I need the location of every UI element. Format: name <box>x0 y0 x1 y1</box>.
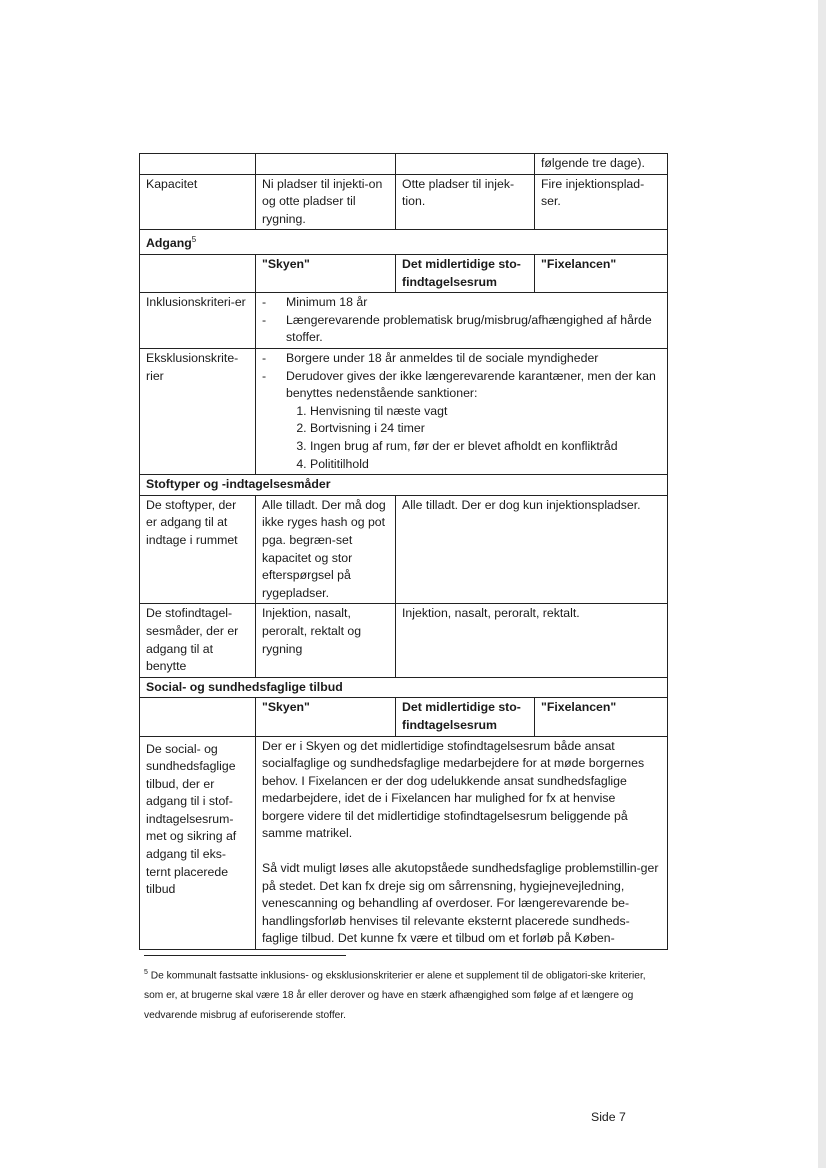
social-services-paragraph-2: Så vidt muligt løses alle akutopståede sundhedsfaglige problemstillin-ger på stedet. Det kan fx dreje sig om sårrensning, hygiejnevejledning, venescanning og behandling af overdoser. For længerevarende be-handlingsforløb henvises til relevante eksternt placerede sundheds-faglige tilbud. Det kunne fx være et tilbud om et forløb på Køben- <box>262 861 659 946</box>
footnote-number: 5 <box>144 969 148 976</box>
substance-types-others: Alle tilladt. Der er dog kun injektionspladser. <box>396 495 668 604</box>
column-header-row <box>140 255 668 293</box>
inclusion-list <box>262 294 661 347</box>
exclusion-item: - Borgere under 18 år anmeldes til de sociale myndigheder <box>262 350 661 368</box>
substance-types-skyen: Alle tilladt. Der må dog ikke ryges hash og pot pga. begræn-set kapacitet og stor efterspørgsel på rygepladser. <box>256 495 396 604</box>
footnote-separator <box>144 955 346 956</box>
sanction-item: 3. Ingen brug af rum, før der er blevet afholdt en konfliktråd <box>310 438 661 456</box>
inclusion-item: - Minimum 18 år <box>262 294 661 312</box>
inclusion-row <box>140 293 668 349</box>
col-header-midlertidige: Det midlertidige sto-findtagelsesrum <box>396 255 535 293</box>
col-header-skyen: "Skyen" <box>256 255 396 293</box>
capacity-label: Kapacitet <box>140 174 256 230</box>
exclusion-label: Eksklusionskrite-rier <box>140 349 256 475</box>
intake-methods-row <box>140 604 668 677</box>
inclusion-label: Inklusionskriteri-er <box>140 293 256 349</box>
col-header-midlertidige-2: Det midlertidige sto-findtagelsesrum <box>396 698 535 736</box>
continued-row <box>140 154 668 175</box>
exclusion-item: - Derudover gives der ikke længerevarende karantæner, men der kan benyttes nedenstående sanktioner: 1. Henvisning til næste vagt 2. Bortvisning i 24 timer 3. Ingen brug af rum, før der er blevet afholdt en konfliktråd 4. Polititilhold <box>262 368 661 474</box>
exclusion-list <box>262 350 661 473</box>
page-number: Side 7 <box>591 1110 626 1124</box>
capacity-row <box>140 174 668 230</box>
continued-cell: følgende tre dage). <box>535 154 668 175</box>
section-heading-stoftyper: Stoftyper og -indtagelsesmåder <box>140 475 668 496</box>
col-header-fixelancen: "Fixelancen" <box>535 255 668 293</box>
column-header-row-2 <box>140 698 668 736</box>
capacity-skyen: Ni pladser til injekti-on og otte pladser til rygning. <box>256 174 396 230</box>
sanction-item: 4. Polititilhold <box>310 456 661 474</box>
section-stoftyper <box>140 475 668 496</box>
section-adgang <box>140 230 668 255</box>
sanctions-list <box>286 403 661 473</box>
substance-types-label: De stoftyper, der er adgang til at indtage i rummet <box>140 495 256 604</box>
sanction-item: 2. Bortvisning i 24 timer <box>310 420 661 438</box>
capacity-midlertidige: Otte pladser til injek-tion. <box>396 174 535 230</box>
page-edge <box>818 0 826 1168</box>
section-social <box>140 677 668 698</box>
intake-methods-others: Injektion, nasalt, peroralt, rektalt. <box>396 604 668 677</box>
sanction-item: 1. Henvisning til næste vagt <box>310 403 661 421</box>
intake-methods-label: De stofindtagel-sesmåder, der er adgang til at benytte <box>140 604 256 677</box>
inclusion-item: - Længerevarende problematisk brug/misbrug/afhængighed af hårde stoffer. <box>262 312 661 347</box>
section-heading-social: Social- og sundhedsfaglige tilbud <box>140 677 668 698</box>
social-services-label: De social- og sundhedsfaglige tilbud, der er adgang til i stof-indtagelsesrum-met og sikring af adgang til eks-ternt placerede tilbud <box>140 736 256 950</box>
intake-methods-skyen: Injektion, nasalt, peroralt, rektalt og rygning <box>256 604 396 677</box>
facilities-table <box>139 153 668 950</box>
capacity-fixelancen: Fire injektionsplad-ser. <box>535 174 668 230</box>
section-heading-adgang: Adgang <box>146 236 192 251</box>
substance-types-row <box>140 495 668 604</box>
footnote <box>144 963 664 1026</box>
footnote-text: De kommunalt fastsatte inklusions- og eksklusionskriterier er alene et supplement til de obligatori-ske kriterier, som er, at brugerne skal være 18 år eller derover og have en stærk afhængighed som følge af et længere og vedvarende misbrug af euforiserende stoffer. <box>144 970 646 1022</box>
footnote-ref: 5 <box>191 235 197 245</box>
col-header-skyen-2: "Skyen" <box>256 698 396 736</box>
social-services-row <box>140 736 668 950</box>
social-services-paragraph-1: Der er i Skyen og det midlertidige stofindtagelsesrum både ansat socialfaglige og sundhedsfaglige medarbejdere for at møde borgernes behov. I Fixelancen er der dog udelukkende ansat sundhedsfaglige medarbejdere, idet de i Fixelancen har mulighed for fx at henvise borgere videre til det midlertidige stofindtagelsesrum beliggende på samme matrikel. <box>262 738 645 841</box>
col-header-fixelancen-2: "Fixelancen" <box>535 698 668 736</box>
exclusion-row <box>140 349 668 475</box>
